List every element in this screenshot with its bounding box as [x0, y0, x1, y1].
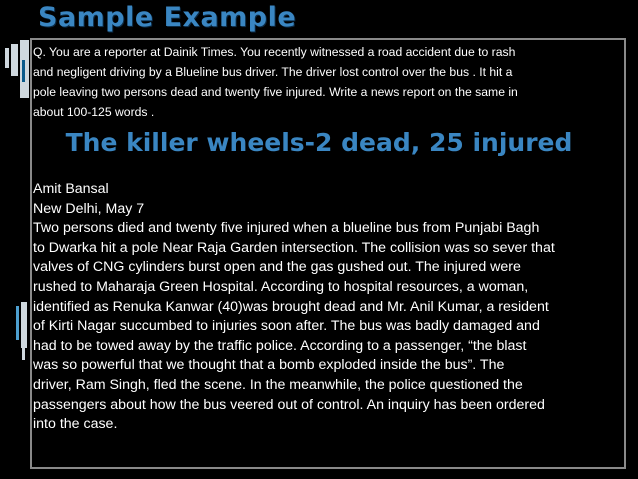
report-author: Amit Bansal	[33, 181, 109, 197]
question-line: about 100-125 words .	[33, 105, 155, 119]
decor-bar	[22, 60, 25, 82]
report-dateline: New Delhi, May 7	[33, 200, 145, 217]
news-report	[33, 180, 627, 435]
question-line: pole leaving two persons dead and twenty five injured. Write a news report on the same in	[33, 85, 518, 99]
report-line: driver, Ram Singh, fled the scene. In the meanwhile, the police questioned the	[33, 376, 523, 393]
report-line: valves of CNG cylinders burst open and the gas gushed out. The injured were	[33, 259, 521, 276]
question-line: Q. You are a reporter at Dainik Times. You recently witnessed a road accident due to rash	[33, 45, 516, 59]
report-line: was so powerful that we thought that a bomb exploded inside the bus”. The	[33, 357, 505, 374]
report-line: to Dwarka hit a pole Near Raja Garden intersection. The collision was so sever that	[33, 239, 555, 256]
decor-bar	[11, 44, 18, 76]
news-headline: The killer wheels-2 dead, 25 injured	[65, 128, 573, 157]
report-line: rushed to Maharaja Green Hospital. According to hospital resources, a woman,	[33, 278, 529, 295]
question-line: and negligent driving by a Blueline bus driver. The driver lost control over the bus . It hit a	[33, 65, 513, 79]
decor-bar	[5, 48, 9, 68]
question-text	[33, 42, 623, 122]
decor-bar	[22, 338, 25, 360]
decor-bar	[16, 306, 19, 340]
report-line: into the case.	[33, 416, 118, 433]
slide-title: Sample Example	[38, 2, 297, 33]
left-decoration	[0, 0, 30, 479]
report-line: Two persons died and twenty five injured when a blueline bus from Punjabi Bagh	[33, 220, 540, 237]
report-line: identified as Renuka Kanwar (40)was brought dead and Mr. Anil Kumar, a resident	[33, 298, 549, 315]
report-line: passengers about how the bus veered out of control. An inquiry has been ordered	[33, 396, 545, 413]
report-line: had to be towed away by the traffic police. According to a passenger, “the blast	[33, 337, 527, 354]
report-line: of Kirti Nagar succumbed to injuries soon after. The bus was badly damaged and	[33, 318, 540, 335]
